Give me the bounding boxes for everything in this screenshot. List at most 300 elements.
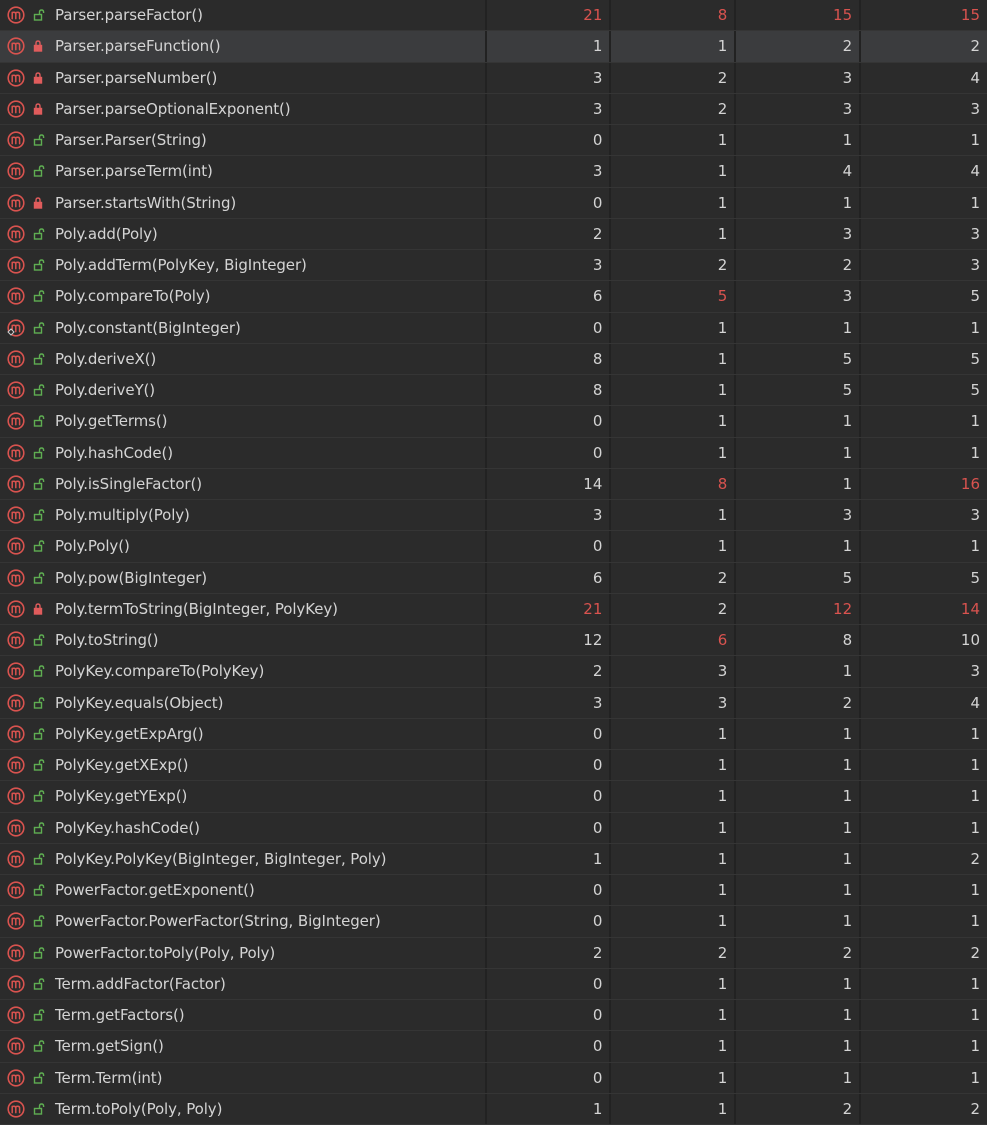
metric-1-cell[interactable]: 12 (487, 625, 612, 655)
method-name: Parser.startsWith(String) (55, 193, 237, 212)
table-row[interactable] (0, 781, 987, 812)
metric-4-cell[interactable]: 3 (861, 219, 987, 249)
metric-4-cell[interactable]: 1 (861, 875, 987, 905)
method-name-cell[interactable] (0, 625, 487, 655)
method-m-icon (7, 881, 25, 899)
method-m-icon (7, 381, 25, 399)
metric-4-cell[interactable]: 1 (861, 313, 987, 343)
method-name: PolyKey.hashCode() (55, 818, 200, 837)
metric-1-cell[interactable]: 3 (487, 688, 612, 718)
metric-2-cell[interactable]: 2 (611, 250, 736, 280)
method-m-icon (7, 350, 25, 368)
metric-3-cell[interactable]: 3 (736, 500, 861, 530)
metric-4-cell[interactable]: 3 (861, 94, 987, 124)
metric-1-cell[interactable]: 2 (487, 656, 612, 686)
method-name: Term.toPoly(Poly, Poly) (55, 1099, 223, 1118)
metric-1-cell[interactable]: 0 (487, 125, 612, 155)
metric-2-cell[interactable]: 1 (611, 750, 736, 780)
unlocked-icon (33, 914, 45, 928)
metric-2-cell[interactable]: 1 (611, 313, 736, 343)
method-name-cell[interactable] (0, 906, 487, 936)
method-name: Poly.add(Poly) (55, 224, 158, 243)
metric-2-cell[interactable]: 1 (611, 31, 736, 61)
method-m-icon (7, 37, 25, 55)
unlocked-icon (33, 977, 45, 991)
method-name: Parser.parseFactor() (55, 6, 203, 25)
method-name: PolyKey.equals(Object) (55, 693, 224, 712)
method-name-cell[interactable] (0, 375, 487, 405)
metric-2-cell[interactable]: 5 (611, 281, 736, 311)
table-row[interactable] (0, 563, 987, 594)
method-name-cell[interactable] (0, 688, 487, 718)
method-name-cell[interactable] (0, 719, 487, 749)
metric-3-cell[interactable]: 2 (736, 31, 861, 61)
table-row[interactable] (0, 844, 987, 875)
method-name-cell[interactable] (0, 563, 487, 593)
table-row[interactable] (0, 1031, 987, 1062)
method-m-icon (7, 944, 25, 962)
method-m-icon (7, 662, 25, 680)
metric-3-cell[interactable]: 8 (736, 625, 861, 655)
table-row[interactable] (0, 438, 987, 469)
metric-4-cell[interactable]: 10 (861, 625, 987, 655)
metric-3-cell[interactable]: 1 (736, 438, 861, 468)
method-name-cell[interactable] (0, 344, 487, 374)
method-m-icon (7, 1069, 25, 1087)
unlocked-icon (33, 133, 45, 147)
metric-2-cell[interactable]: 2 (611, 94, 736, 124)
method-name-cell[interactable] (0, 500, 487, 530)
metric-3-cell[interactable]: 5 (736, 344, 861, 374)
metric-1-cell[interactable]: 3 (487, 250, 612, 280)
metric-1-cell[interactable]: 3 (487, 500, 612, 530)
metric-3-cell[interactable]: 1 (736, 906, 861, 936)
method-name-cell[interactable] (0, 250, 487, 280)
metric-4-cell[interactable]: 3 (861, 250, 987, 280)
unlocked-icon (33, 1039, 45, 1053)
metric-4-cell[interactable]: 2 (861, 31, 987, 61)
metric-3-cell[interactable]: 1 (736, 406, 861, 436)
metric-1-cell[interactable]: 14 (487, 469, 612, 499)
metric-1-cell[interactable]: 0 (487, 313, 612, 343)
metric-4-cell[interactable]: 1 (861, 719, 987, 749)
method-name-cell[interactable] (0, 594, 487, 624)
table-row[interactable] (0, 500, 987, 531)
method-name-cell[interactable] (0, 750, 487, 780)
method-m-icon (7, 225, 25, 243)
method-name-cell[interactable] (0, 156, 487, 186)
method-m-icon (7, 444, 25, 462)
metric-1-cell[interactable]: 0 (487, 1000, 612, 1030)
table-row[interactable] (0, 63, 987, 94)
method-name: PolyKey.getXExp() (55, 756, 189, 775)
unlocked-icon (33, 571, 45, 585)
metric-1-cell[interactable]: 0 (487, 750, 612, 780)
metric-2-cell[interactable]: 2 (611, 594, 736, 624)
method-name: PolyKey.PolyKey(BigInteger, BigInteger, Poly) (55, 849, 387, 868)
unlocked-icon (33, 883, 45, 897)
method-name-cell[interactable] (0, 938, 487, 968)
method-m-icon (7, 412, 25, 430)
method-name: Poly.isSingleFactor() (55, 474, 202, 493)
metric-4-cell[interactable]: 5 (861, 375, 987, 405)
method-m-icon (7, 319, 25, 337)
method-name-cell[interactable] (0, 0, 487, 30)
metric-3-cell[interactable]: 4 (736, 156, 861, 186)
method-name: PolyKey.getExpArg() (55, 724, 204, 743)
table-row[interactable] (0, 625, 987, 656)
metric-4-cell[interactable]: 1 (861, 125, 987, 155)
method-m-icon (7, 912, 25, 930)
metric-2-cell[interactable]: 1 (611, 500, 736, 530)
unlocked-icon (33, 946, 45, 960)
metric-3-cell[interactable]: 2 (736, 250, 861, 280)
method-name: Poly.addTerm(PolyKey, BigInteger) (55, 256, 307, 275)
metric-4-cell[interactable]: 4 (861, 688, 987, 718)
table-row[interactable] (0, 594, 987, 625)
metric-4-cell[interactable]: 1 (861, 906, 987, 936)
table-row[interactable] (0, 375, 987, 406)
metric-4-cell[interactable]: 1 (861, 969, 987, 999)
metric-1-cell[interactable]: 1 (487, 844, 612, 874)
unlocked-icon (33, 227, 45, 241)
metric-4-cell[interactable]: 15 (861, 0, 987, 30)
metric-1-cell[interactable]: 6 (487, 563, 612, 593)
table-row[interactable] (0, 344, 987, 375)
method-name: PowerFactor.getExponent() (55, 881, 255, 900)
metric-1-cell[interactable]: 0 (487, 188, 612, 218)
method-name: PowerFactor.PowerFactor(String, BigInteger) (55, 912, 381, 931)
metric-4-cell[interactable]: 1 (861, 406, 987, 436)
method-name: Poly.deriveY() (55, 381, 156, 400)
method-name: Poly.hashCode() (55, 443, 173, 462)
table-row[interactable] (0, 0, 987, 31)
unlocked-icon (33, 164, 45, 178)
metric-4-cell[interactable]: 1 (861, 188, 987, 218)
metric-3-cell[interactable]: 1 (736, 188, 861, 218)
table-row[interactable] (0, 188, 987, 219)
metric-3-cell[interactable]: 1 (736, 313, 861, 343)
metric-1-cell[interactable]: 0 (487, 1063, 612, 1093)
metric-3-cell[interactable]: 1 (736, 125, 861, 155)
table-row[interactable] (0, 94, 987, 125)
method-name-cell[interactable] (0, 63, 487, 93)
metric-2-cell[interactable]: 1 (611, 125, 736, 155)
metric-2-cell[interactable]: 1 (611, 156, 736, 186)
table-row[interactable] (0, 1063, 987, 1094)
metric-4-cell[interactable]: 16 (861, 469, 987, 499)
metric-3-cell[interactable]: 1 (736, 469, 861, 499)
metric-2-cell[interactable]: 1 (611, 219, 736, 249)
metric-2-cell[interactable]: 1 (611, 1094, 736, 1124)
table-row[interactable] (0, 156, 987, 187)
metric-3-cell[interactable]: 1 (736, 844, 861, 874)
method-name-cell[interactable] (0, 656, 487, 686)
method-name-cell[interactable] (0, 531, 487, 561)
method-m-icon (7, 256, 25, 274)
metric-1-cell[interactable]: 6 (487, 281, 612, 311)
unlocked-icon (33, 446, 45, 460)
method-name: Parser.parseFunction() (55, 37, 221, 56)
metric-3-cell[interactable]: 1 (736, 656, 861, 686)
metric-3-cell[interactable]: 1 (736, 719, 861, 749)
table-row[interactable] (0, 1000, 987, 1031)
method-name-cell[interactable] (0, 1000, 487, 1030)
metric-4-cell[interactable]: 1 (861, 781, 987, 811)
table-row[interactable] (0, 469, 987, 500)
method-name-cell[interactable] (0, 969, 487, 999)
metric-2-cell[interactable]: 8 (611, 469, 736, 499)
method-name: Poly.getTerms() (55, 412, 168, 431)
metric-2-cell[interactable]: 1 (611, 188, 736, 218)
metric-4-cell[interactable]: 1 (861, 531, 987, 561)
metric-3-cell[interactable]: 3 (736, 219, 861, 249)
metric-1-cell[interactable]: 21 (487, 0, 612, 30)
metric-2-cell[interactable]: 1 (611, 719, 736, 749)
metric-1-cell[interactable]: 3 (487, 156, 612, 186)
metric-2-cell[interactable]: 8 (611, 0, 736, 30)
table-row[interactable] (0, 813, 987, 844)
metric-3-cell[interactable]: 1 (736, 1063, 861, 1093)
metric-1-cell[interactable]: 1 (487, 1094, 612, 1124)
metric-2-cell[interactable]: 1 (611, 1031, 736, 1061)
table-row[interactable] (0, 688, 987, 719)
metric-3-cell[interactable]: 2 (736, 688, 861, 718)
method-m-icon (7, 819, 25, 837)
method-name: Poly.termToString(BigInteger, PolyKey) (55, 599, 338, 618)
table-row[interactable] (0, 719, 987, 750)
method-m-icon (7, 131, 25, 149)
method-name: PolyKey.compareTo(PolyKey) (55, 662, 265, 681)
method-name: Poly.constant(BigInteger) (55, 318, 241, 337)
unlocked-icon (33, 789, 45, 803)
metric-1-cell[interactable]: 1 (487, 31, 612, 61)
metric-1-cell[interactable]: 21 (487, 594, 612, 624)
unlocked-icon (33, 1102, 45, 1116)
table-row[interactable] (0, 656, 987, 687)
metric-2-cell[interactable]: 1 (611, 813, 736, 843)
metric-2-cell[interactable]: 1 (611, 969, 736, 999)
locked-icon (33, 71, 45, 85)
metric-2-cell[interactable]: 2 (611, 563, 736, 593)
metric-1-cell[interactable]: 0 (487, 875, 612, 905)
metric-3-cell[interactable]: 1 (736, 813, 861, 843)
metric-3-cell[interactable]: 1 (736, 1031, 861, 1061)
method-name-cell[interactable] (0, 781, 487, 811)
metric-4-cell[interactable]: 3 (861, 500, 987, 530)
metric-2-cell[interactable]: 6 (611, 625, 736, 655)
method-m-icon (7, 194, 25, 212)
table-row[interactable] (0, 1094, 987, 1125)
metric-4-cell[interactable]: 5 (861, 563, 987, 593)
unlocked-icon (33, 289, 45, 303)
metric-3-cell[interactable]: 12 (736, 594, 861, 624)
method-m-icon (7, 1100, 25, 1118)
unlocked-icon (33, 352, 45, 366)
metric-1-cell[interactable]: 3 (487, 63, 612, 93)
unlocked-icon (33, 1008, 45, 1022)
table-row[interactable] (0, 938, 987, 969)
table-row[interactable] (0, 406, 987, 437)
method-m-icon (7, 69, 25, 87)
method-m-icon (7, 100, 25, 118)
metric-4-cell[interactable]: 1 (861, 1063, 987, 1093)
metric-3-cell[interactable]: 1 (736, 531, 861, 561)
metric-3-cell[interactable]: 3 (736, 281, 861, 311)
metric-4-cell[interactable]: 1 (861, 750, 987, 780)
metric-1-cell[interactable]: 3 (487, 94, 612, 124)
method-name-cell[interactable] (0, 813, 487, 843)
metric-2-cell[interactable]: 1 (611, 844, 736, 874)
table-row[interactable] (0, 31, 987, 62)
metric-4-cell[interactable]: 4 (861, 63, 987, 93)
method-name-cell[interactable] (0, 875, 487, 905)
metric-4-cell[interactable]: 1 (861, 1000, 987, 1030)
metric-2-cell[interactable]: 1 (611, 375, 736, 405)
metric-4-cell[interactable]: 1 (861, 1031, 987, 1061)
metric-3-cell[interactable]: 2 (736, 938, 861, 968)
method-m-icon (7, 569, 25, 587)
table-row[interactable] (0, 125, 987, 156)
metric-2-cell[interactable]: 2 (611, 63, 736, 93)
table-row[interactable] (0, 313, 987, 344)
metric-1-cell[interactable]: 0 (487, 813, 612, 843)
unlocked-icon (33, 383, 45, 397)
metric-2-cell[interactable]: 1 (611, 531, 736, 561)
metric-2-cell[interactable]: 1 (611, 438, 736, 468)
method-name: PolyKey.getYExp() (55, 787, 188, 806)
metric-3-cell[interactable]: 5 (736, 375, 861, 405)
table-row[interactable] (0, 219, 987, 250)
method-name: Term.getSign() (55, 1037, 164, 1056)
method-name: Poly.compareTo(Poly) (55, 287, 211, 306)
method-name-cell[interactable] (0, 1063, 487, 1093)
unlocked-icon (33, 821, 45, 835)
metric-3-cell[interactable]: 1 (736, 1000, 861, 1030)
unlocked-icon (33, 758, 45, 772)
metric-4-cell[interactable]: 5 (861, 281, 987, 311)
method-name: Parser.Parser(String) (55, 131, 207, 150)
table-row[interactable] (0, 906, 987, 937)
metric-1-cell[interactable]: 0 (487, 906, 612, 936)
unlocked-icon (33, 852, 45, 866)
method-name: Poly.toString() (55, 631, 159, 650)
method-m-icon (7, 1037, 25, 1055)
method-name-cell[interactable] (0, 313, 487, 343)
unlocked-icon (33, 664, 45, 678)
metric-1-cell[interactable]: 0 (487, 719, 612, 749)
metric-1-cell[interactable]: 0 (487, 969, 612, 999)
table-row[interactable] (0, 281, 987, 312)
method-name-cell[interactable] (0, 31, 487, 61)
metric-4-cell[interactable]: 1 (861, 813, 987, 843)
method-m-icon (7, 287, 25, 305)
metric-4-cell[interactable]: 2 (861, 844, 987, 874)
method-name: Poly.pow(BigInteger) (55, 568, 207, 587)
metric-2-cell[interactable]: 1 (611, 344, 736, 374)
method-name-cell[interactable] (0, 469, 487, 499)
method-name-cell[interactable] (0, 1094, 487, 1124)
metric-3-cell[interactable]: 1 (736, 781, 861, 811)
method-name-cell[interactable] (0, 188, 487, 218)
metric-3-cell[interactable]: 1 (736, 750, 861, 780)
method-name: Term.Term(int) (55, 1068, 163, 1087)
metric-2-cell[interactable]: 1 (611, 1000, 736, 1030)
method-m-icon (7, 787, 25, 805)
metric-1-cell[interactable]: 0 (487, 406, 612, 436)
method-m-icon (7, 725, 25, 743)
method-name-cell[interactable] (0, 94, 487, 124)
metric-4-cell[interactable]: 5 (861, 344, 987, 374)
metric-2-cell[interactable]: 2 (611, 938, 736, 968)
method-name: Poly.multiply(Poly) (55, 506, 190, 525)
method-name-cell[interactable] (0, 125, 487, 155)
table-row[interactable] (0, 969, 987, 1000)
method-name-cell[interactable] (0, 438, 487, 468)
metric-2-cell[interactable]: 1 (611, 906, 736, 936)
unlocked-icon (33, 508, 45, 522)
metric-1-cell[interactable]: 2 (487, 938, 612, 968)
metric-2-cell[interactable]: 3 (611, 688, 736, 718)
table-row[interactable] (0, 750, 987, 781)
method-name-cell[interactable] (0, 1031, 487, 1061)
table-row[interactable] (0, 250, 987, 281)
metric-2-cell[interactable]: 1 (611, 1063, 736, 1093)
metric-3-cell[interactable]: 15 (736, 0, 861, 30)
metric-3-cell[interactable]: 1 (736, 875, 861, 905)
unlocked-icon (33, 321, 45, 335)
method-m-icon (7, 6, 25, 24)
locked-icon (33, 196, 45, 210)
metric-3-cell[interactable]: 2 (736, 1094, 861, 1124)
metric-2-cell[interactable]: 3 (611, 656, 736, 686)
metric-3-cell[interactable]: 3 (736, 63, 861, 93)
metric-4-cell[interactable]: 1 (861, 438, 987, 468)
method-name-cell[interactable] (0, 219, 487, 249)
metric-4-cell[interactable]: 2 (861, 1094, 987, 1124)
method-name: Parser.parseTerm(int) (55, 162, 213, 181)
metric-3-cell[interactable]: 1 (736, 969, 861, 999)
metric-2-cell[interactable]: 1 (611, 406, 736, 436)
method-name: Term.getFactors() (55, 1006, 185, 1025)
metric-3-cell[interactable]: 3 (736, 94, 861, 124)
metric-1-cell[interactable]: 8 (487, 375, 612, 405)
method-name: PowerFactor.toPoly(Poly, Poly) (55, 943, 276, 962)
method-m-icon (7, 162, 25, 180)
metric-2-cell[interactable]: 1 (611, 781, 736, 811)
table-row[interactable] (0, 875, 987, 906)
metric-1-cell[interactable]: 0 (487, 1031, 612, 1061)
method-name-cell[interactable] (0, 281, 487, 311)
method-name-cell[interactable] (0, 406, 487, 436)
metric-1-cell[interactable]: 0 (487, 531, 612, 561)
metric-4-cell[interactable]: 14 (861, 594, 987, 624)
metric-4-cell[interactable]: 2 (861, 938, 987, 968)
metric-3-cell[interactable]: 5 (736, 563, 861, 593)
metric-4-cell[interactable]: 3 (861, 656, 987, 686)
table-row[interactable] (0, 531, 987, 562)
metric-1-cell[interactable]: 2 (487, 219, 612, 249)
metric-1-cell[interactable]: 8 (487, 344, 612, 374)
method-name-cell[interactable] (0, 844, 487, 874)
unlocked-icon (33, 258, 45, 272)
metric-1-cell[interactable]: 0 (487, 781, 612, 811)
locked-icon (33, 602, 45, 616)
locked-icon (33, 102, 45, 116)
metric-2-cell[interactable]: 1 (611, 875, 736, 905)
metric-1-cell[interactable]: 0 (487, 438, 612, 468)
metric-4-cell[interactable]: 4 (861, 156, 987, 186)
